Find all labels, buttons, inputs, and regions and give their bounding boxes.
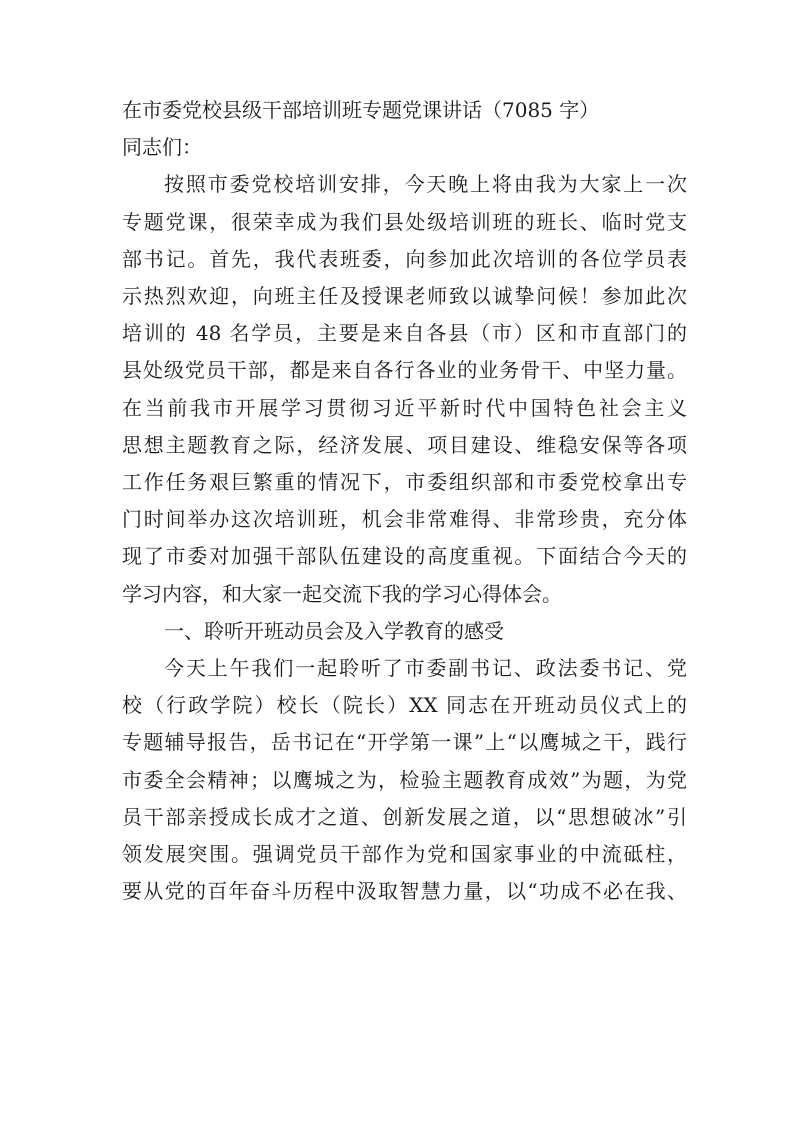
section-heading: 一、聆听开班动员会及入学教育的感受 xyxy=(164,618,504,643)
paragraph-line: 员干部亲授成长成才之道、创新发展之道，以“思想破冰”引 xyxy=(122,804,687,829)
paragraph-line: 门时间举办这次培训班，机会非常难得、非常珍贵，充分体 xyxy=(122,507,687,532)
paragraph-line: 按照市委党校培训安排，今天晚上将由我为大家上一次 xyxy=(164,172,687,197)
paragraph-line: 今天上午我们一起聆听了市委副书记、政法委书记、党 xyxy=(164,656,687,681)
document-body xyxy=(122,92,687,910)
paragraph-line: 工作任务艰巨繁重的情况下，市委组织部和市委党校拿出专 xyxy=(122,470,687,495)
paragraph-line: 专题辅导报告，岳书记在“开学第一课”上“以鹰城之干，践行 xyxy=(122,730,687,755)
paragraph-line: 部书记。首先，我代表班委，向参加此次培训的各位学员表 xyxy=(122,246,687,271)
paragraph-line: 校（行政学院）校长（院长）XX 同志在开班动员仪式上的 xyxy=(122,693,687,718)
paragraph-line: 示热烈欢迎，向班主任及授课老师致以诚挚问候！参加此次 xyxy=(122,284,687,309)
paragraph-line: 现了市委对加强干部队伍建设的高度重视。下面结合今天的 xyxy=(122,544,687,569)
document-title: 在市委党校县级干部培训班专题党课讲话（7085 字） xyxy=(122,98,600,122)
salutation: 同志们： xyxy=(122,135,202,160)
paragraph-line: 培训的 48 名学员，主要是来自各县（市）区和市直部门的 xyxy=(122,321,687,346)
paragraph-line: 在当前我市开展学习贯彻习近平新时代中国特色社会主义 xyxy=(122,395,687,420)
paragraph-line: 要从党的百年奋斗历程中汲取智慧力量，以“功成不必在我、 xyxy=(122,879,687,904)
paragraph-line: 专题党课，很荣幸成为我们县处级培训班的班长、临时党支 xyxy=(122,209,687,234)
paragraph-line: 市委全会精神；以鹰城之为，检验主题教育成效”为题，为党 xyxy=(122,767,687,792)
paragraph-line: 县处级党员干部，都是来自各行各业的业务骨干、中坚力量。 xyxy=(122,358,687,383)
paragraph-line: 学习内容，和大家一起交流下我的学习心得体会。 xyxy=(122,581,562,606)
paragraph-line: 思想主题教育之际，经济发展、项目建设、维稳安保等各项 xyxy=(122,432,687,457)
paragraph-line: 领发展突围。强调党员干部作为党和国家事业的中流砥柱， xyxy=(122,842,687,867)
